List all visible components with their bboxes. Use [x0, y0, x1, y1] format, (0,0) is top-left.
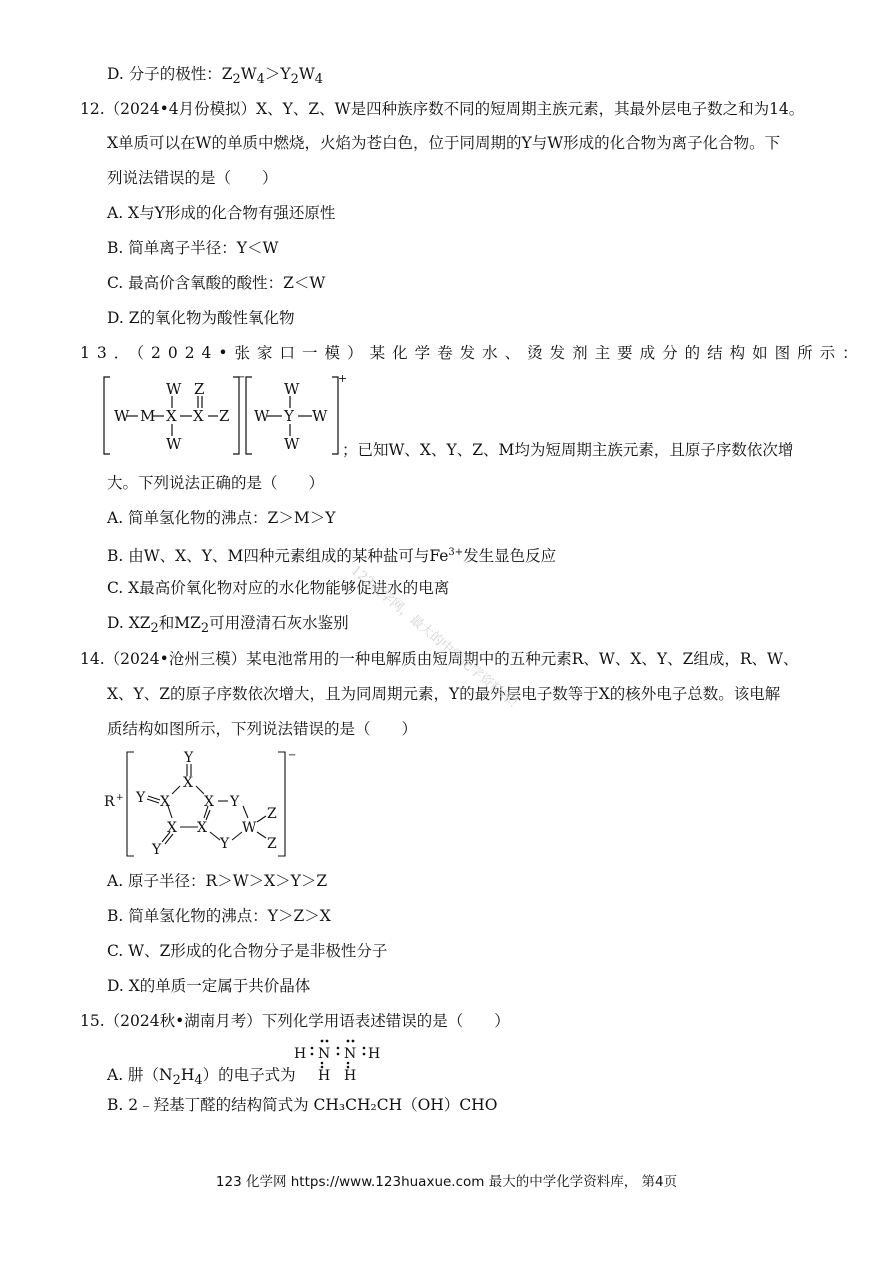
svg-text:Y: Y: [284, 407, 294, 425]
svg-text:Z: Z: [267, 806, 277, 822]
q13-option-b: B. 由W、X、Y、M四种元素组成的某种盐可与$Fe^{3+}$发生显色反应: [107, 547, 557, 566]
svg-text:X: X: [193, 407, 204, 425]
q15-stem-line1: 15.（2024秋•湖南月考）下列化学用语表述错误的是（ ）: [80, 1012, 510, 1030]
svg-text:H: H: [318, 1068, 331, 1084]
svg-text:W: W: [114, 407, 130, 425]
svg-text:M: M: [140, 407, 156, 425]
q13-option-c: C. X最高价氧化物对应的水化物能够促进水的电离: [107, 579, 450, 597]
svg-text:Z: Z: [219, 407, 230, 425]
svg-text:Y: Y: [220, 836, 230, 852]
svg-text:Y: Y: [152, 842, 162, 858]
svg-text:W: W: [242, 820, 257, 836]
svg-text:W: W: [284, 380, 300, 398]
q14-stem-line2: X、Y、Z的原子序数依次增大，且为同周期元素，Y的最外层电子数等于X的核外电子总数。该电解: [107, 685, 781, 703]
q12-option-b: B. 简单离子半径：Y＜W: [107, 239, 279, 257]
svg-text:W: W: [254, 407, 270, 425]
svg-text:+: +: [338, 372, 348, 385]
page-footer: 123 化学网 https://www.123huaxue.com 最大的中学化学资料库， 第4页: [215, 1174, 678, 1190]
svg-text:N: N: [318, 1046, 331, 1062]
svg-text:Y: Y: [136, 790, 146, 806]
watermark: 123化学网，最大的中学化学资料库！: [347, 563, 526, 716]
q15-electron-formula: [290, 1036, 390, 1086]
svg-text:W: W: [312, 407, 328, 425]
q13-option-a: A. 简单氢化物的沸点：Z＞M＞Y: [107, 509, 336, 527]
svg-text:W: W: [166, 380, 182, 398]
svg-text:R: R: [104, 794, 115, 810]
svg-text:H: H: [344, 1068, 357, 1084]
svg-text:X: X: [197, 820, 207, 836]
q12-option-c: C. 最高价含氧酸的酸性：Z＜W: [107, 274, 326, 292]
svg-text:Y: Y: [230, 794, 240, 810]
q12-stem-line1: 12.（2024•4月份模拟）X、Y、Z、W是四种族序数不同的短周期主族元素，其最外层电子数之和为14。: [80, 100, 805, 118]
svg-text:W: W: [284, 435, 300, 453]
q12-stem-line2: X单质可以在W的单质中燃烧，火焰为苍白色，位于同周期的Y与W形成的化合物为离子化合物。下: [107, 134, 781, 152]
q11-option-d: D. 分子的极性：$Z_2W_4>Y_2W_4$: [107, 65, 323, 88]
q13-stem-line3: 大。下列说法正确的是（ ）: [107, 474, 325, 492]
svg-text:N: N: [344, 1046, 357, 1062]
q12-option-a: A. X与Y形成的化合物有强还原性: [107, 204, 336, 222]
q13-option-d: D. $XZ_2$和$MZ_2$可用澄清石灰水鉴别: [107, 614, 349, 637]
q14-option-c: C. W、Z形成的化合物分子是非极性分子: [107, 942, 388, 960]
q12-option-d: D. Z的氧化物为酸性氧化物: [107, 309, 295, 327]
q13-stem-line2: ；已知W、X、Y、Z、M均为短周期主族元素，且原子序数依次增: [342, 441, 794, 459]
svg-text:+: +: [116, 793, 124, 803]
svg-text:Z: Z: [267, 836, 277, 852]
svg-text:X: X: [204, 794, 214, 810]
svg-text:H: H: [294, 1046, 307, 1062]
svg-text:−: −: [237, 372, 246, 383]
q14-option-a: A. 原子半径：R＞W＞X＞Y＞Z: [107, 872, 328, 890]
svg-text:X: X: [167, 820, 177, 836]
svg-text:Y: Y: [184, 750, 194, 766]
q15-option-a: A. 肼$(N_2H_4)$的电子式为: [107, 1066, 296, 1089]
svg-text:X: X: [183, 775, 193, 791]
svg-text:X: X: [166, 407, 177, 425]
q12-stem-line3: 列说法错误的是（ ）: [107, 169, 278, 187]
q14-option-b: B. 简单氢化物的沸点：Y＞Z＞X: [107, 907, 331, 925]
q14-stem-line3: 质结构如图所示，下列说法错误的是（ ）: [107, 720, 418, 738]
q14-structure-diagram: [100, 748, 300, 860]
svg-text:X: X: [160, 794, 170, 810]
svg-text:W: W: [166, 435, 182, 453]
q13-stem-line1: 13．（2024•张家口一模）某化学卷发水、烫发剂主要成分的结构如图所示：: [80, 344, 865, 362]
svg-text:H: H: [368, 1046, 381, 1062]
svg-text:Z: Z: [194, 380, 205, 398]
q13-structure-diagram: [100, 372, 360, 462]
q14-option-d: D. X的单质一定属于共价晶体: [107, 977, 311, 995]
q14-stem-line1: 14.（2024•沧州三模）某电池常用的一种电解质由短周期中的五种元素R、W、X、Y、Z组成，R、W、: [80, 650, 799, 668]
svg-text:−: −: [288, 750, 297, 761]
q15-option-b: B. 2﹣羟基丁醛的结构简式为 CH₃CH₂CH（OH）CHO: [107, 1096, 498, 1114]
